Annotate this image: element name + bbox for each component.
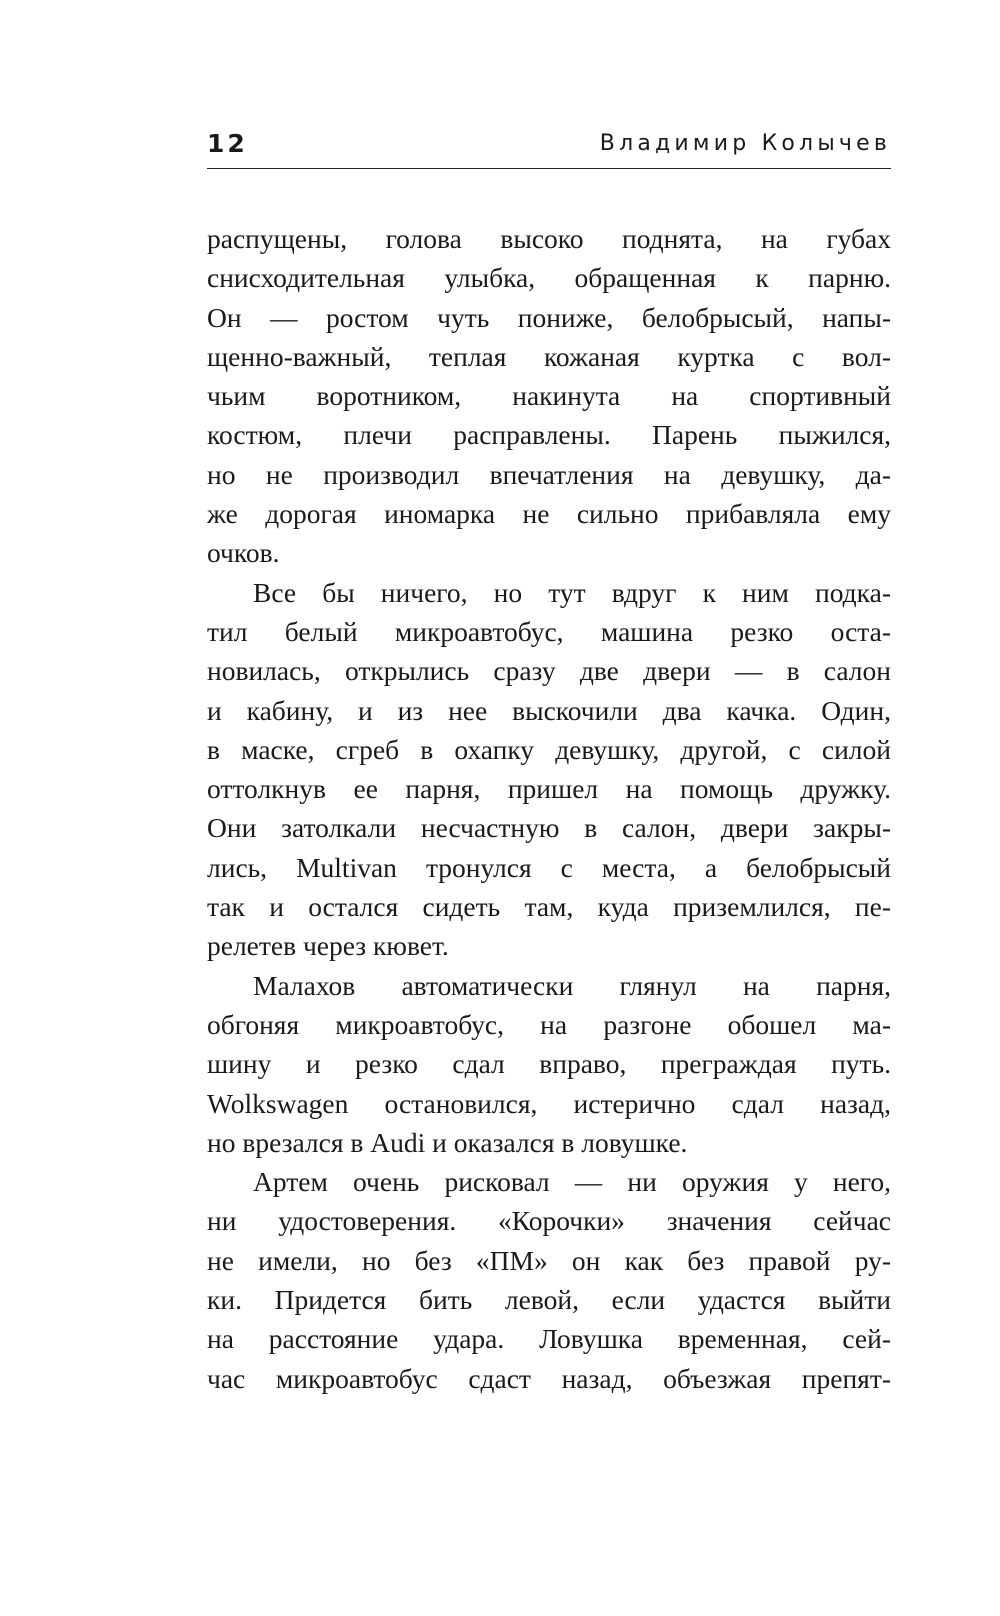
text-line: Они затолкали несчастную в салон, двери закры- [207, 812, 891, 844]
text-line: Все бы ничего, но тут вдруг к ним подка- [253, 576, 891, 608]
running-header [207, 128, 891, 169]
text-line: чьим воротником, накинута на спортивный [207, 380, 891, 412]
text-line: час микроавтобус сдаст назад, объезжая препят- [207, 1362, 891, 1394]
text-line: ни удостоверения. «Корочки» значения сейчас [207, 1205, 891, 1237]
text-line: оттолкнув ее парня, пришел на помощь дружку. [207, 773, 891, 805]
text-line: в маске, сгреб в охапку девушку, другой, с силой [207, 733, 891, 765]
text-line: на расстояние удара. Ловушка временная, сей- [207, 1323, 891, 1355]
text-line: обгоняя микроавтобус, на разгоне обошел ма- [207, 1008, 891, 1040]
text-line: Wolkswagen остановился, истерично сдал назад, [207, 1087, 891, 1119]
text-line: снисходительная улыбка, обращенная к парню. [207, 262, 891, 294]
text-line: и кабину, и из нее выскочили два качка. Один, [207, 694, 891, 726]
text-line: но не производил впечатления на девушку, да- [207, 458, 891, 490]
text-line: Он — ростом чуть пониже, белобрысый, напы- [207, 301, 891, 333]
text-line: Малахов автоматически глянул на парня, [253, 969, 891, 1001]
text-line: не имели, но без «ПМ» он как без правой ру- [207, 1244, 891, 1276]
text-line: тил белый микроавтобус, машина резко оста- [207, 615, 891, 647]
text-line: же дорогая иномарка не сильно прибавляла ему [207, 498, 891, 530]
text-line: релетев через кювет. [207, 930, 449, 962]
text-line: щенно-важный, теплая кожаная куртка с вол- [207, 340, 891, 372]
text-line: распущены, голова высоко поднята, на губах [207, 223, 891, 254]
running-title: Владимир Колычев [599, 131, 891, 156]
text-line: очков. [207, 537, 280, 569]
text-line: новилась, открылись сразу две двери — в салон [207, 655, 891, 687]
text-line: шину и резко сдал вправо, преграждая путь. [207, 1048, 891, 1080]
text-line: костюм, плечи расправлены. Парень пыжился, [207, 419, 891, 451]
text-line: так и остался сидеть там, куда приземлился, пе- [207, 891, 891, 923]
page-number: 12 [207, 129, 248, 158]
text-line: лись, Multivan тронулся с места, а белобрысый [207, 851, 891, 883]
body-text [207, 219, 891, 1398]
text-line: но врезался в Audi и оказался в ловушке. [207, 1126, 688, 1158]
text-line: Артем очень рисковал — ни оружия у него, [253, 1166, 891, 1198]
text-line: ки. Придется бить левой, если удастся выйти [207, 1284, 891, 1316]
